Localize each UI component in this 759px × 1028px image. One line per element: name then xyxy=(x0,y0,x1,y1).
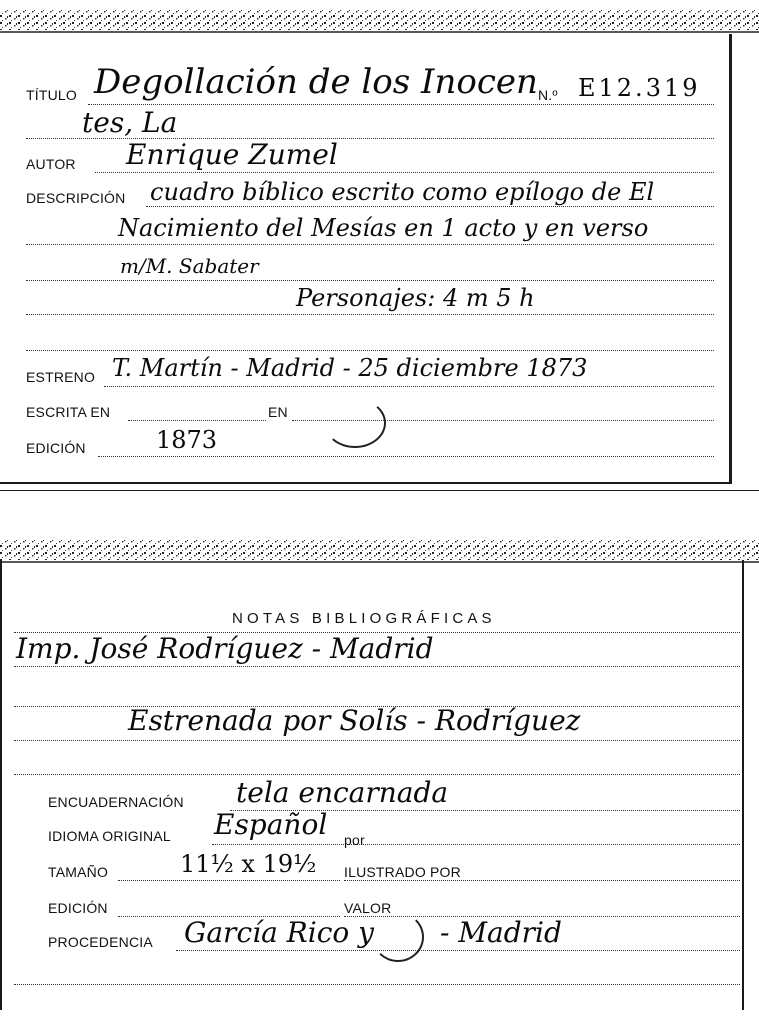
numero-value: E12.319 xyxy=(578,74,701,102)
ilustrado-line xyxy=(344,880,740,881)
note-2: Estrenada por Solís - Rodríguez xyxy=(128,704,581,737)
descripcion-line-1-value: cuadro bíblico escrito como epílogo de El xyxy=(150,178,655,206)
estreno-label: ESTRENO xyxy=(26,369,96,385)
autor-line xyxy=(95,172,714,173)
procedencia-value: García Rico y xyxy=(184,916,374,949)
idioma-value: Español xyxy=(214,808,328,841)
estreno-line xyxy=(104,386,714,387)
valor-label: VALOR xyxy=(344,900,392,916)
ilustrado-label: ILUSTRADO POR xyxy=(344,864,461,880)
procedencia-line xyxy=(176,950,740,951)
procedencia-value-end: - Madrid xyxy=(440,916,562,949)
descripcion-line-4 xyxy=(26,314,714,315)
tamano-label: TAMAÑO xyxy=(48,864,109,880)
autor-label: AUTOR xyxy=(26,156,76,172)
autor-value: Enrique Zumel xyxy=(126,138,338,171)
titulo-label: TÍTULO xyxy=(26,87,77,103)
edicion-value: 1873 xyxy=(156,426,218,454)
card-edge-left xyxy=(0,560,2,1010)
encuadernacion-value: tela encarnada xyxy=(236,776,449,809)
procedencia-label: PROCEDENCIA xyxy=(48,934,153,950)
tamano-value: 11½ x 19½ xyxy=(180,850,317,878)
descripcion-line-3-value: m/M. Sabater xyxy=(120,254,259,278)
edicion2-label: EDICIÓN xyxy=(48,900,108,916)
en-label: EN xyxy=(268,404,288,420)
estreno-value: T. Martín - Madrid - 25 diciembre 1873 xyxy=(112,354,588,382)
descripcion-label: DESCRIPCIÓN xyxy=(26,190,126,206)
tamano-line xyxy=(118,880,340,881)
titulo-line xyxy=(88,104,714,105)
scan-noise-border xyxy=(0,8,759,34)
escrita-en-label: ESCRITA EN xyxy=(26,404,111,420)
numero-label: N.º xyxy=(538,87,558,103)
titulo-value: Degollación de los Inocen xyxy=(94,62,538,102)
punch-hole-mark-2 xyxy=(372,912,424,962)
scan-noise-border xyxy=(0,538,759,564)
card-edge-shadow xyxy=(0,490,759,491)
catalog-card-top xyxy=(0,0,759,500)
descripcion-line-3 xyxy=(26,280,714,281)
notes-line-3 xyxy=(14,740,740,741)
idioma-line xyxy=(212,844,740,845)
bottom-line xyxy=(14,984,740,985)
titulo-value-cont: tes, La xyxy=(82,106,178,139)
notes-line-4 xyxy=(14,774,740,775)
descripcion-line-2 xyxy=(26,244,714,245)
edicion-line xyxy=(98,456,714,457)
notes-line-1 xyxy=(14,666,740,667)
punch-hole-mark xyxy=(324,398,386,448)
note-1: Imp. José Rodríguez - Madrid xyxy=(16,632,434,665)
escrita-en-line xyxy=(128,420,266,421)
descripcion-line-1 xyxy=(146,206,714,207)
card-edge-right xyxy=(742,560,744,1010)
idioma-label: IDIOMA ORIGINAL xyxy=(48,828,171,844)
card-edge-right xyxy=(729,34,732,482)
descripcion-line-4-value: Personajes: 4 m 5 h xyxy=(296,284,535,312)
notas-heading: NOTAS BIBLIOGRÁFICAS xyxy=(232,610,496,627)
por-label: por xyxy=(344,832,365,848)
card-edge-bottom xyxy=(0,482,732,484)
descripcion-line-2-value: Nacimiento del Mesías en 1 acto y en verso xyxy=(118,214,649,242)
encuadernacion-label: ENCUADERNACIÓN xyxy=(48,794,184,810)
edicion-label: EDICIÓN xyxy=(26,440,86,456)
blank-line xyxy=(26,350,714,351)
